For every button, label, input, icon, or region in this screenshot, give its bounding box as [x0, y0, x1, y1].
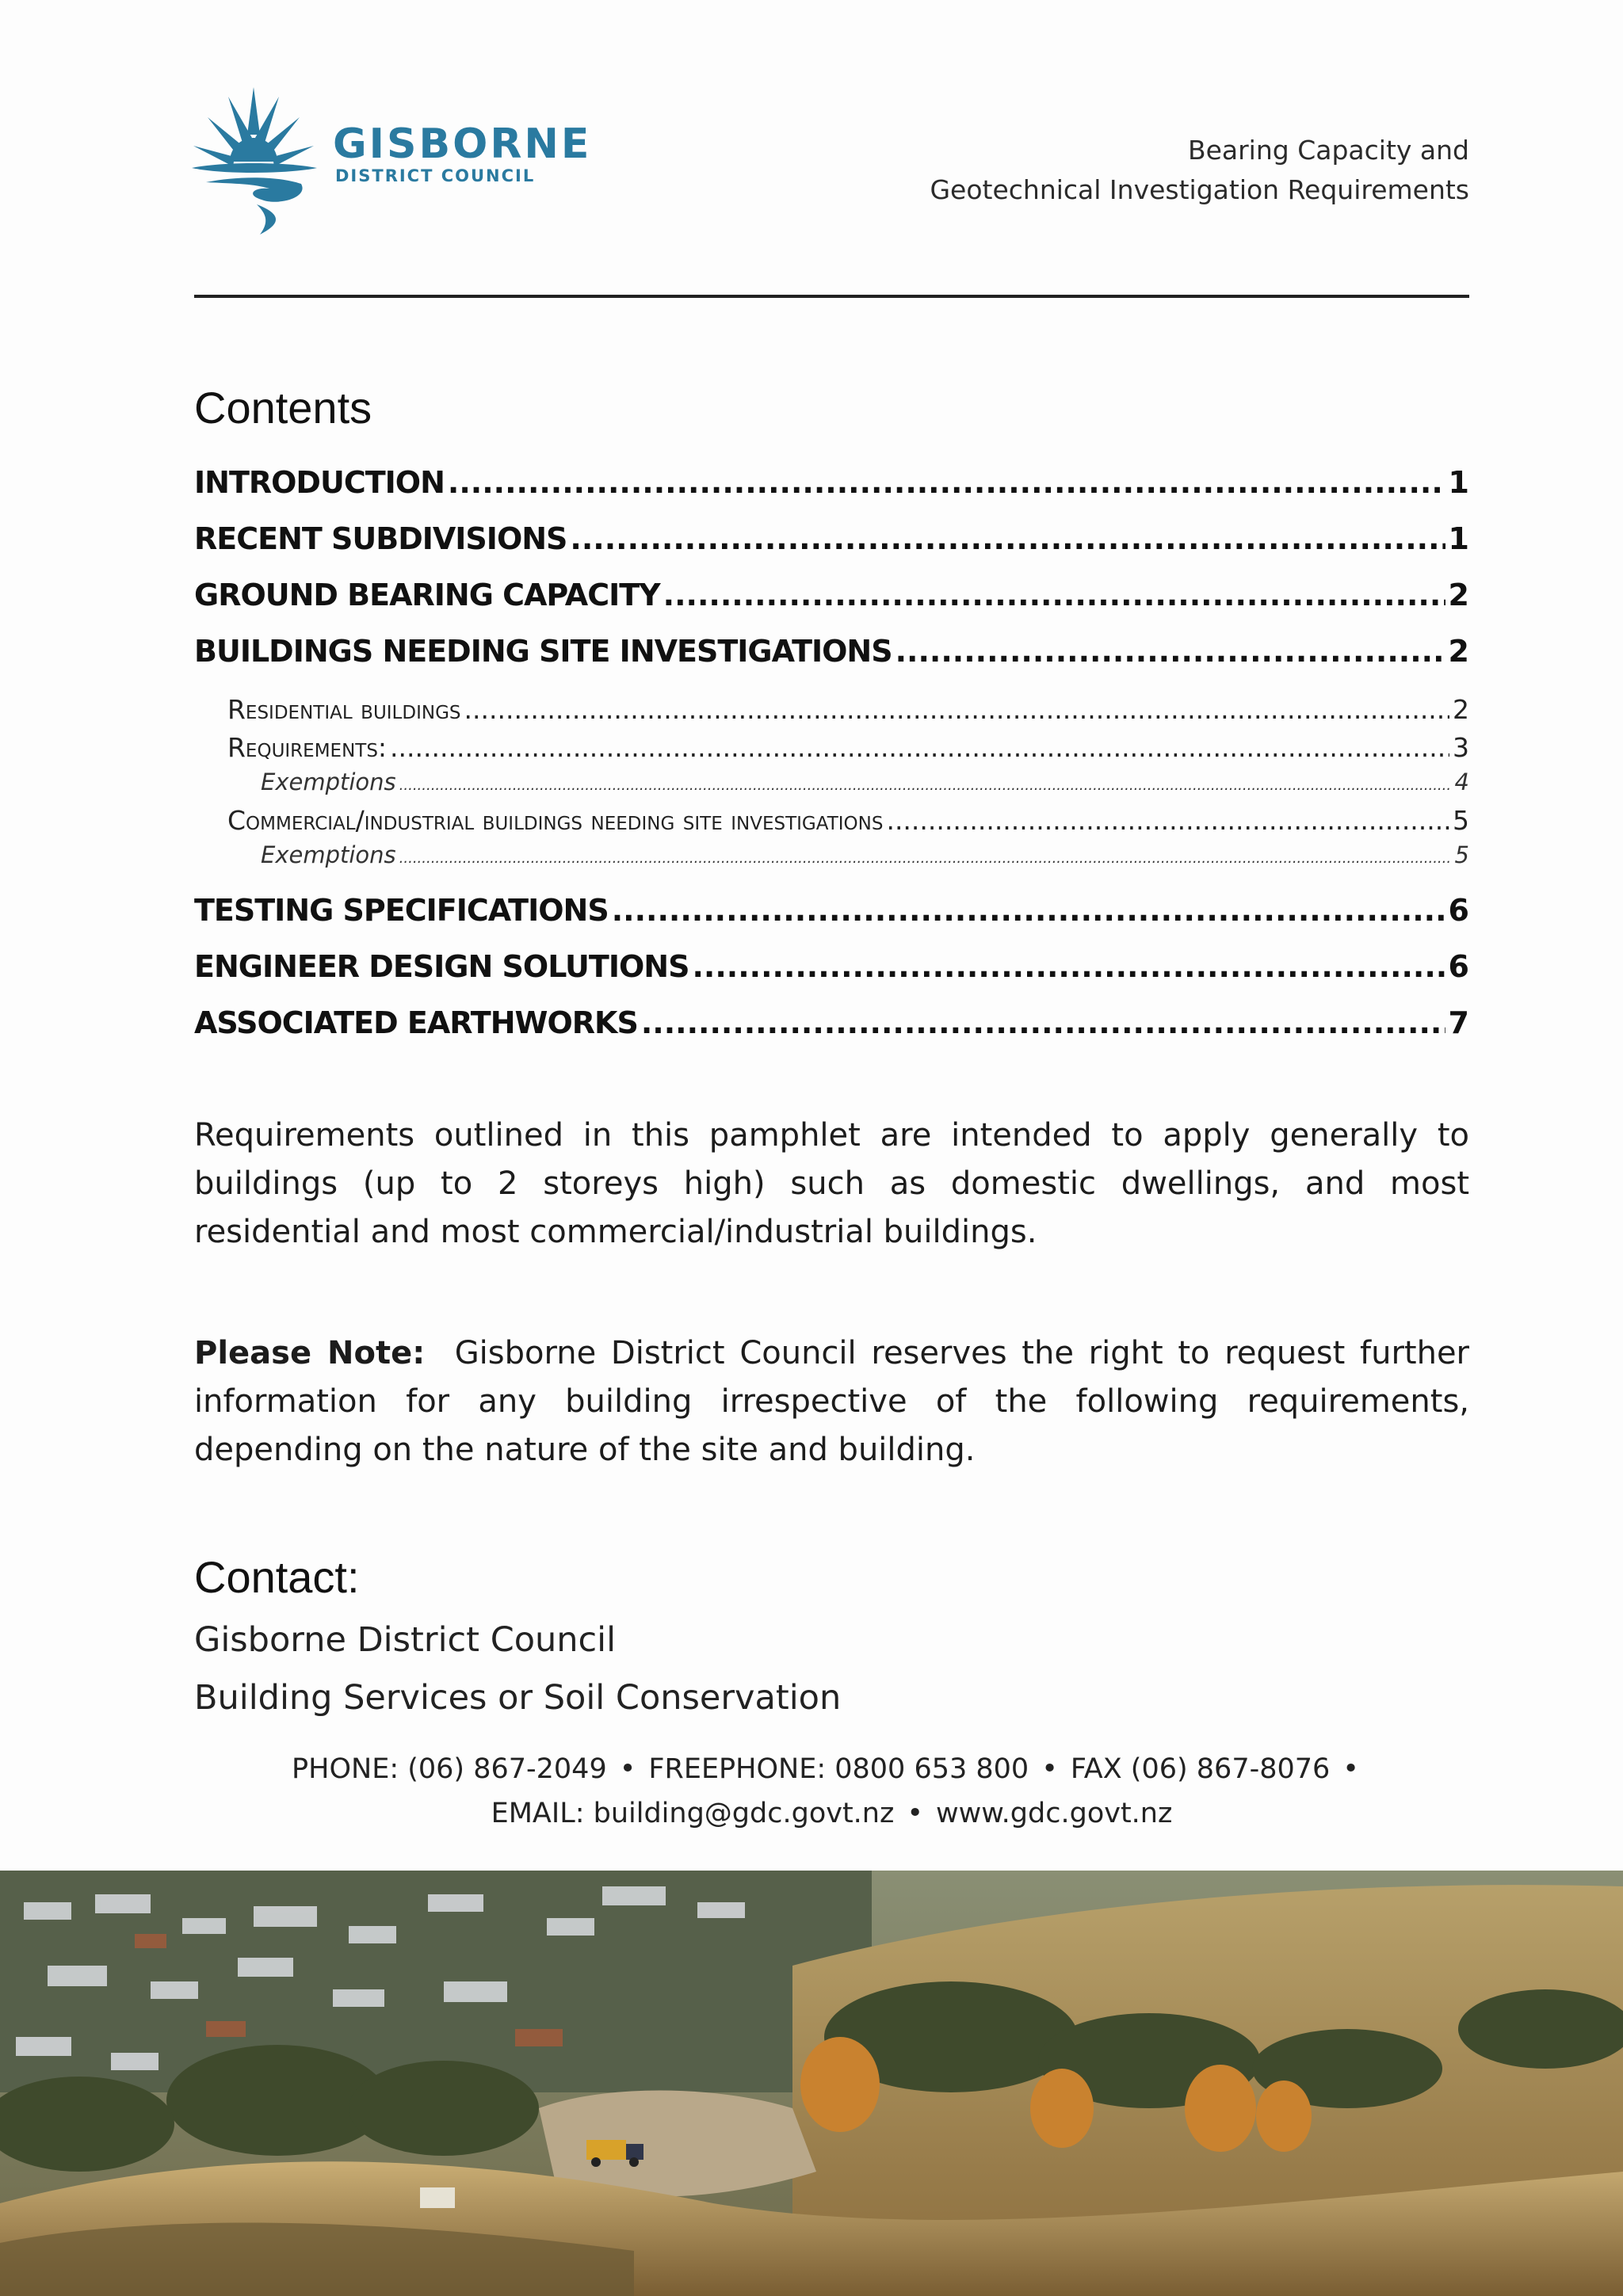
contact-fax: FAX (06) 867-8076: [1070, 1753, 1331, 1785]
council-logo: [190, 79, 602, 238]
contact-department: Building Services or Soil Conservation: [194, 1678, 842, 1718]
toc-entry-exemptions-commercial[interactable]: [194, 841, 1469, 868]
toc-entry-label: Requirements:: [227, 732, 388, 763]
toc-entry-label: GROUND BEARING CAPACITY: [194, 578, 660, 612]
toc-page-number: 7: [1448, 1005, 1469, 1040]
contact-email[interactable]: EMAIL: building@gdc.govt.nz: [491, 1798, 895, 1829]
toc-entry-commercial-industrial-buildings[interactable]: [194, 805, 1469, 836]
toc-page-number: 6: [1448, 893, 1469, 928]
toc-leader-dots: [641, 1005, 1445, 1040]
toc-entry-recent-subdivisions[interactable]: [194, 521, 1469, 556]
bullet-separator: •: [1342, 1753, 1359, 1785]
toc-entry-buildings-needing-site-investigations[interactable]: [194, 634, 1469, 669]
document-title-line-1: Bearing Capacity and: [1187, 135, 1469, 166]
toc-leader-dots: [896, 634, 1445, 669]
logo-subtitle: DISTRICT COUNCIL: [335, 166, 536, 185]
toc-page-number: 1: [1448, 465, 1469, 500]
toc-page-number: 5: [1453, 805, 1469, 836]
contact-details-line-2: [194, 1791, 1469, 1836]
intro-paragraph: Requirements outlined in this pamphlet are intended to apply generally to buildings (up to 2 storeys high) such as domestic dwellings, and most residential and most commercial/industrial buildings.: [194, 1117, 1469, 1250]
contact-organisation: Gisborne District Council: [194, 1620, 617, 1660]
toc-entry-engineer-design-solutions[interactable]: [194, 949, 1469, 984]
contact-freephone: FREEPHONE: 0800 653 800: [648, 1753, 1029, 1785]
toc-entry-label: INTRODUCTION: [194, 465, 445, 500]
toc-entry-introduction[interactable]: [194, 465, 1469, 500]
bullet-separator: •: [619, 1753, 636, 1785]
toc-entry-exemptions-residential[interactable]: [194, 769, 1469, 795]
toc-entry-label: TESTING SPECIFICATIONS: [194, 893, 609, 928]
toc-entry-label: Exemptions: [261, 841, 396, 868]
toc-page-number: 1: [1448, 521, 1469, 556]
toc-entry-label: ASSOCIATED EARTHWORKS: [194, 1005, 638, 1040]
toc-leader-dots: [390, 732, 1449, 763]
toc-entry-associated-earthworks[interactable]: [194, 1005, 1469, 1040]
toc-page-number: 2: [1453, 694, 1469, 725]
hillside-subdivision-photo: [0, 1871, 1623, 2296]
toc-leader-dots: [612, 893, 1445, 928]
contact-website[interactable]: www.gdc.govt.nz: [936, 1798, 1173, 1829]
document-title-line-2: Geotechnical Investigation Requirements: [930, 174, 1469, 205]
toc-entry-ground-bearing-capacity[interactable]: [194, 578, 1469, 612]
toc-leader-dots: [464, 694, 1450, 725]
toc-entry-label: RECENT SUBDIVISIONS: [194, 521, 567, 556]
contact-phone: PHONE: (06) 867-2049: [292, 1753, 607, 1785]
bullet-separator: •: [1041, 1753, 1058, 1785]
contents-heading: Contents: [194, 383, 372, 433]
please-note-paragraph: [194, 1329, 1469, 1474]
toc-page-number: 4: [1454, 769, 1469, 795]
toc-entry-label: Exemptions: [261, 769, 396, 795]
header-divider: [194, 295, 1469, 298]
toc-page-number: 3: [1453, 732, 1469, 763]
bullet-separator: •: [907, 1798, 924, 1829]
toc-entry-label: Residential buildings: [227, 694, 461, 725]
toc-entry-label: Commercial/industrial buildings needing site investigations: [227, 805, 884, 836]
please-note-text: Gisborne District Council reserves the right to request further information for any building irrespective of the following requirements, depending on the nature of the site and building.: [194, 1335, 1469, 1468]
toc-page-number: 6: [1448, 949, 1469, 984]
contact-heading: Contact:: [194, 1552, 360, 1602]
toc-page-number: 2: [1448, 578, 1469, 612]
toc-entry-requirements[interactable]: [194, 732, 1469, 763]
toc-entry-label: BUILDINGS NEEDING SITE INVESTIGATIONS: [194, 634, 892, 669]
toc-entry-residential-buildings[interactable]: [194, 694, 1469, 725]
document-title: [756, 131, 1469, 210]
contact-details: [194, 1747, 1469, 1836]
toc-entry-label: ENGINEER DESIGN SOLUTIONS: [194, 949, 689, 984]
toc-leader-dots: [399, 777, 1452, 794]
toc-leader-dots: [692, 949, 1445, 984]
logo-wordmark: GISBORNE: [333, 120, 592, 168]
toc-entry-testing-specifications[interactable]: [194, 893, 1469, 928]
toc-page-number: 5: [1454, 841, 1469, 868]
toc-leader-dots: [570, 521, 1445, 556]
toc-leader-dots: [663, 578, 1445, 612]
toc-leader-dots: [399, 850, 1452, 867]
contact-details-line-1: [194, 1747, 1469, 1791]
toc-leader-dots: [448, 465, 1445, 500]
toc-leader-dots: [886, 805, 1449, 836]
sun-and-river-logo-icon: [190, 79, 333, 238]
toc-page-number: 2: [1448, 634, 1469, 669]
please-note-label: Please Note:: [194, 1335, 426, 1371]
